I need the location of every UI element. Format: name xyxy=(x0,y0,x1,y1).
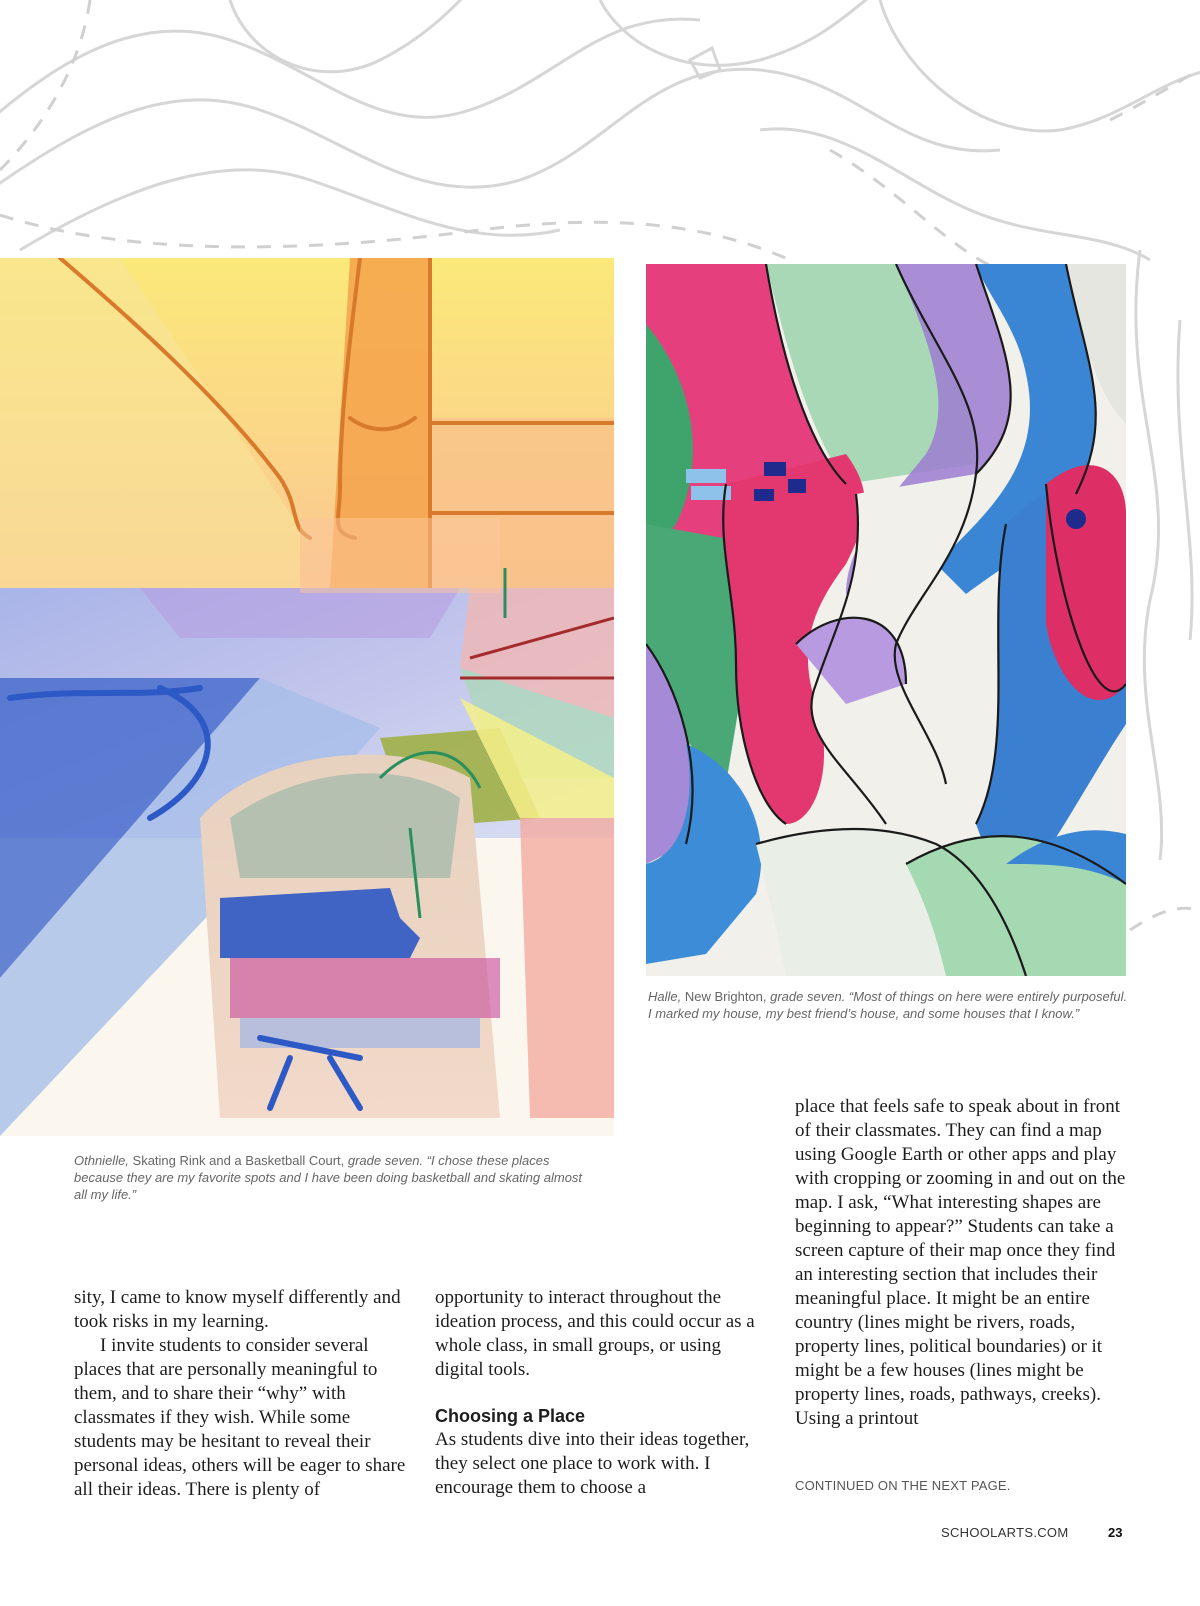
caption-title: Skating Rink and a Basketball Court, xyxy=(128,1153,348,1168)
artwork-new-brighton xyxy=(646,264,1126,976)
paragraph: I invite students to consider several places that are personally meaningful to them, and to share their “why” with classmates if they wish. While some students may be hesitant to reveal their personal ideas, others will be eager to share all their ideas. There is plenty of xyxy=(74,1335,406,1500)
caption-artist: Halle, xyxy=(648,989,682,1004)
caption-quote: “Most of things on here were entirely purposeful. I marked my house, my best friend’s house, and some houses that I know.” xyxy=(648,989,1128,1021)
section-heading: Choosing a Place xyxy=(435,1406,586,1426)
caption-grade: grade seven. xyxy=(347,1153,424,1168)
article-column-3 xyxy=(795,1095,1135,1431)
caption-artist: Othnielle, xyxy=(74,1153,129,1168)
caption-skating-rink xyxy=(74,1152,594,1203)
paragraph: opportunity to interact throughout the ideation process, and this could occur as a whole class, in small groups, or using digital tools. xyxy=(435,1287,755,1380)
page-number: 23 xyxy=(1108,1525,1123,1540)
caption-grade: grade seven. xyxy=(770,989,846,1004)
caption-new-brighton xyxy=(648,988,1128,1022)
artwork-skating-rink-basketball-court xyxy=(0,258,614,1136)
article-column-1 xyxy=(74,1286,414,1502)
article-column-2 xyxy=(435,1286,769,1500)
paragraph: sity, I came to know myself differently and took risks in my learning. xyxy=(74,1287,401,1332)
paragraph: As students dive into their ideas together, they select one place to work with. I encourage them to choose a xyxy=(435,1429,750,1498)
footer-website: SCHOOLARTS.COM xyxy=(941,1525,1069,1540)
continued-notice: CONTINUED ON THE NEXT PAGE. xyxy=(795,1478,1011,1493)
paragraph: place that feels safe to speak about in front of their classmates. They can find a map using Google Earth or other apps and play with cropping or zooming in and out on the map. I ask, “What interesting shapes are beginning to appear?” Students can take a screen capture of their map once they find an interesting section that includes their meaningful place. It might be an entire country (lines might be rivers, roads, property lines, political boundaries) or it might be a few houses (lines might be property lines, roads, pathways, creeks). Using a printout xyxy=(795,1096,1126,1429)
caption-quote: “I chose these places because they are my favorite spots and I have been doing basketball and skating almost all my life.” xyxy=(74,1153,583,1202)
caption-title: New Brighton, xyxy=(681,989,771,1004)
